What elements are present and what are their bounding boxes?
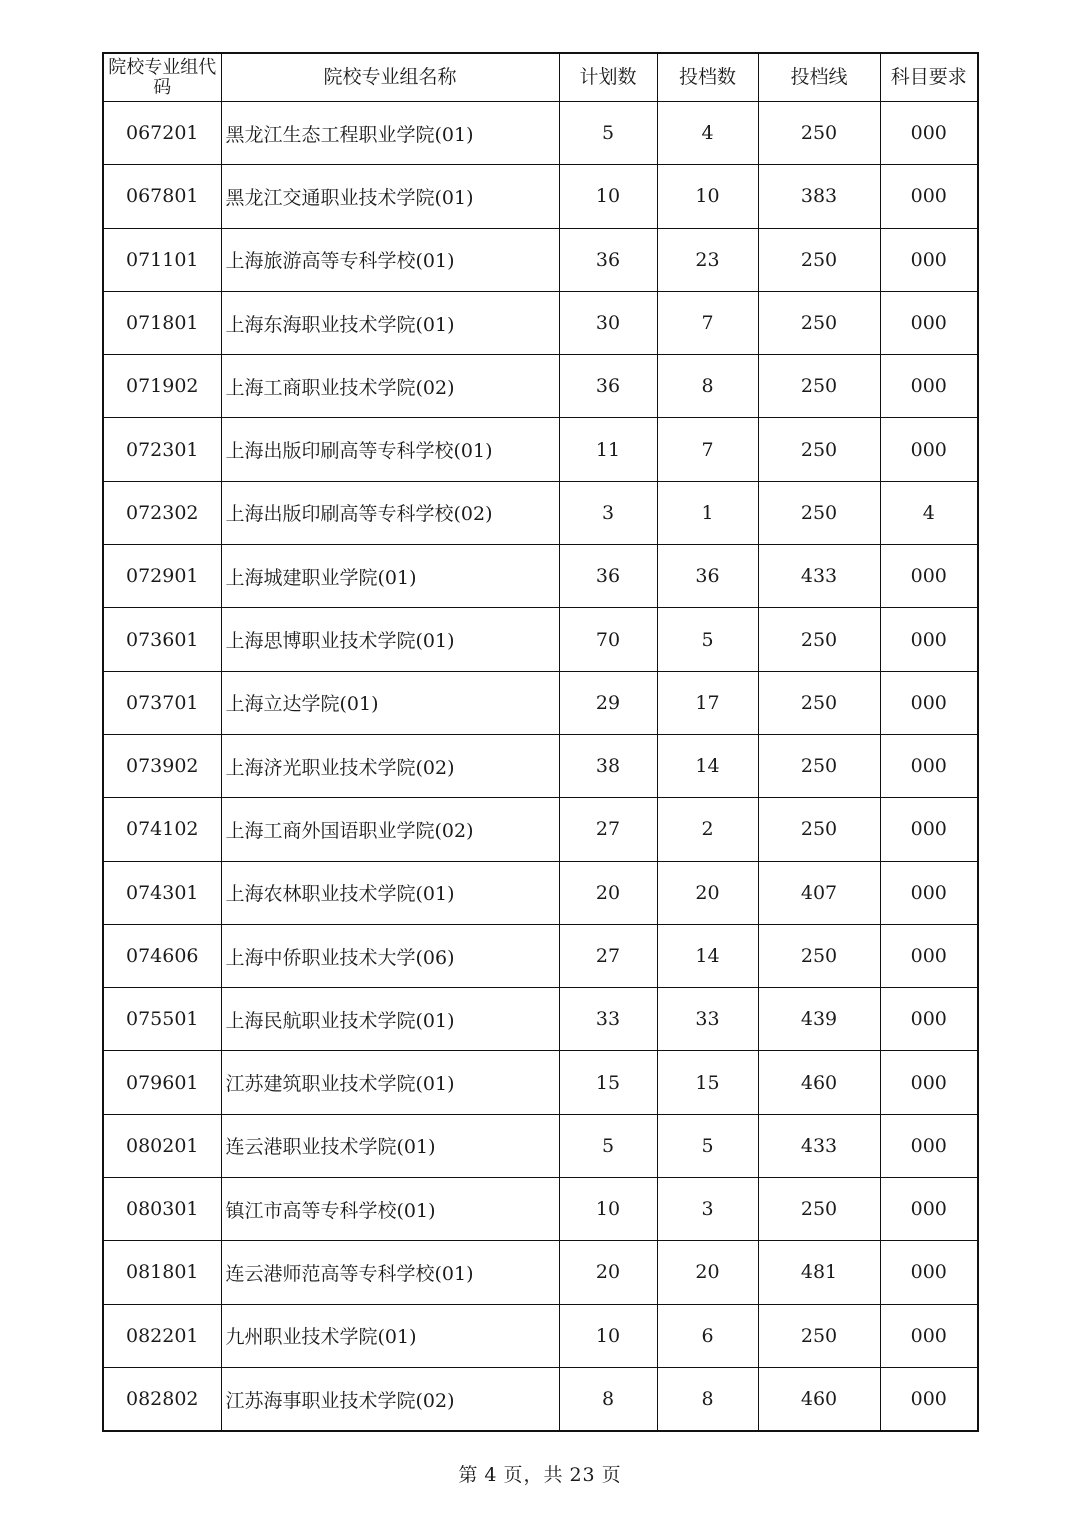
cell-name: 黑龙江交通职业技术学院(01) <box>221 165 559 228</box>
cell-code: 082201 <box>103 1304 221 1367</box>
cell-plan: 15 <box>559 1051 657 1114</box>
cell-line: 250 <box>758 481 880 544</box>
cell-admitted: 20 <box>657 1241 758 1304</box>
cell-subject: 000 <box>880 924 978 987</box>
cell-plan: 70 <box>559 608 657 671</box>
cell-admitted: 7 <box>657 418 758 481</box>
footer-page-word: 页，共 <box>503 1464 564 1486</box>
cell-admitted: 23 <box>657 228 758 291</box>
cell-name: 上海中侨职业技术大学(06) <box>221 924 559 987</box>
cell-plan: 10 <box>559 1178 657 1241</box>
cell-subject: 000 <box>880 418 978 481</box>
cell-admitted: 3 <box>657 1178 758 1241</box>
cell-line: 250 <box>758 1304 880 1367</box>
cell-admitted: 17 <box>657 671 758 734</box>
cell-name: 江苏海事职业技术学院(02) <box>221 1367 559 1431</box>
footer-total-pages: 23 <box>569 1464 596 1486</box>
cell-plan: 3 <box>559 481 657 544</box>
cell-admitted: 7 <box>657 291 758 354</box>
cell-plan: 5 <box>559 1114 657 1177</box>
cell-plan: 38 <box>559 734 657 797</box>
admission-table <box>102 52 979 1432</box>
cell-name: 上海出版印刷高等专科学校(01) <box>221 418 559 481</box>
cell-code: 067201 <box>103 102 221 165</box>
table-row <box>103 1241 978 1304</box>
cell-code: 080201 <box>103 1114 221 1177</box>
table-body <box>103 102 978 1432</box>
cell-plan: 8 <box>559 1367 657 1431</box>
cell-name: 九州职业技术学院(01) <box>221 1304 559 1367</box>
cell-plan: 20 <box>559 1241 657 1304</box>
cell-plan: 27 <box>559 798 657 861</box>
cell-admitted: 33 <box>657 988 758 1051</box>
cell-line: 250 <box>758 228 880 291</box>
cell-subject: 000 <box>880 102 978 165</box>
table-row <box>103 228 978 291</box>
cell-subject: 000 <box>880 291 978 354</box>
cell-line: 439 <box>758 988 880 1051</box>
cell-subject: 000 <box>880 671 978 734</box>
table-row <box>103 481 978 544</box>
table-row <box>103 1114 978 1177</box>
cell-line: 250 <box>758 608 880 671</box>
cell-line: 250 <box>758 291 880 354</box>
table-row <box>103 355 978 418</box>
cell-admitted: 36 <box>657 545 758 608</box>
table-row <box>103 1304 978 1367</box>
footer-prefix: 第 <box>458 1464 479 1486</box>
cell-plan: 29 <box>559 671 657 734</box>
cell-name: 上海旅游高等专科学校(01) <box>221 228 559 291</box>
cell-line: 433 <box>758 545 880 608</box>
cell-code: 072302 <box>103 481 221 544</box>
cell-code: 079601 <box>103 1051 221 1114</box>
cell-code: 072301 <box>103 418 221 481</box>
cell-code: 071801 <box>103 291 221 354</box>
table-row <box>103 608 978 671</box>
cell-plan: 36 <box>559 355 657 418</box>
cell-line: 250 <box>758 671 880 734</box>
cell-code: 073701 <box>103 671 221 734</box>
cell-name: 上海农林职业技术学院(01) <box>221 861 559 924</box>
cell-name: 江苏建筑职业技术学院(01) <box>221 1051 559 1114</box>
cell-plan: 10 <box>559 1304 657 1367</box>
cell-code: 074102 <box>103 798 221 861</box>
cell-admitted: 10 <box>657 165 758 228</box>
cell-subject: 000 <box>880 861 978 924</box>
table-row <box>103 102 978 165</box>
page-footer <box>0 1460 1080 1487</box>
cell-plan: 10 <box>559 165 657 228</box>
table-row <box>103 1367 978 1431</box>
cell-line: 250 <box>758 355 880 418</box>
cell-name: 上海东海职业技术学院(01) <box>221 291 559 354</box>
cell-code: 073601 <box>103 608 221 671</box>
header-name: 院校专业组名称 <box>221 53 559 102</box>
footer-suffix: 页 <box>601 1464 622 1486</box>
header-admitted: 投档数 <box>657 53 758 102</box>
cell-code: 073902 <box>103 734 221 797</box>
cell-code: 080301 <box>103 1178 221 1241</box>
table-row <box>103 734 978 797</box>
cell-name: 上海民航职业技术学院(01) <box>221 988 559 1051</box>
header-row <box>103 53 978 102</box>
cell-admitted: 20 <box>657 861 758 924</box>
cell-name: 上海出版印刷高等专科学校(02) <box>221 481 559 544</box>
header-code: 院校专业组代码 <box>103 53 221 102</box>
header-subject: 科目要求 <box>880 53 978 102</box>
table-row <box>103 291 978 354</box>
cell-subject: 000 <box>880 165 978 228</box>
cell-subject: 000 <box>880 1051 978 1114</box>
cell-subject: 000 <box>880 545 978 608</box>
cell-line: 250 <box>758 102 880 165</box>
cell-code: 071902 <box>103 355 221 418</box>
cell-line: 250 <box>758 1178 880 1241</box>
cell-code: 072901 <box>103 545 221 608</box>
cell-admitted: 8 <box>657 355 758 418</box>
cell-admitted: 1 <box>657 481 758 544</box>
cell-code: 071101 <box>103 228 221 291</box>
header-line: 投档线 <box>758 53 880 102</box>
cell-name: 连云港师范高等专科学校(01) <box>221 1241 559 1304</box>
table-row <box>103 545 978 608</box>
table-row <box>103 988 978 1051</box>
cell-plan: 36 <box>559 545 657 608</box>
cell-plan: 30 <box>559 291 657 354</box>
cell-subject: 000 <box>880 1367 978 1431</box>
cell-subject: 000 <box>880 1178 978 1241</box>
cell-subject: 000 <box>880 734 978 797</box>
cell-admitted: 5 <box>657 1114 758 1177</box>
cell-subject: 000 <box>880 228 978 291</box>
cell-plan: 33 <box>559 988 657 1051</box>
table-row <box>103 418 978 481</box>
cell-code: 074606 <box>103 924 221 987</box>
cell-code: 067801 <box>103 165 221 228</box>
cell-line: 250 <box>758 418 880 481</box>
cell-name: 连云港职业技术学院(01) <box>221 1114 559 1177</box>
cell-line: 250 <box>758 798 880 861</box>
cell-subject: 000 <box>880 1304 978 1367</box>
cell-plan: 5 <box>559 102 657 165</box>
cell-line: 481 <box>758 1241 880 1304</box>
cell-name: 上海工商外国语职业学院(02) <box>221 798 559 861</box>
table-row <box>103 861 978 924</box>
cell-line: 250 <box>758 924 880 987</box>
cell-code: 074301 <box>103 861 221 924</box>
cell-admitted: 14 <box>657 924 758 987</box>
cell-name: 上海思博职业技术学院(01) <box>221 608 559 671</box>
cell-code: 082802 <box>103 1367 221 1431</box>
cell-subject: 000 <box>880 988 978 1051</box>
cell-admitted: 8 <box>657 1367 758 1431</box>
cell-subject: 000 <box>880 355 978 418</box>
table-row <box>103 924 978 987</box>
cell-line: 250 <box>758 734 880 797</box>
cell-subject: 4 <box>880 481 978 544</box>
cell-name: 镇江市高等专科学校(01) <box>221 1178 559 1241</box>
cell-subject: 000 <box>880 798 978 861</box>
cell-admitted: 14 <box>657 734 758 797</box>
cell-plan: 20 <box>559 861 657 924</box>
cell-plan: 11 <box>559 418 657 481</box>
cell-admitted: 6 <box>657 1304 758 1367</box>
cell-line: 383 <box>758 165 880 228</box>
cell-admitted: 4 <box>657 102 758 165</box>
cell-name: 上海城建职业学院(01) <box>221 545 559 608</box>
cell-name: 上海济光职业技术学院(02) <box>221 734 559 797</box>
table-row <box>103 798 978 861</box>
cell-admitted: 15 <box>657 1051 758 1114</box>
cell-line: 460 <box>758 1367 880 1431</box>
cell-plan: 27 <box>559 924 657 987</box>
cell-plan: 36 <box>559 228 657 291</box>
header-plan: 计划数 <box>559 53 657 102</box>
footer-current-page: 4 <box>484 1464 498 1486</box>
cell-name: 上海立达学院(01) <box>221 671 559 734</box>
cell-subject: 000 <box>880 1114 978 1177</box>
cell-line: 407 <box>758 861 880 924</box>
table-row <box>103 671 978 734</box>
cell-line: 460 <box>758 1051 880 1114</box>
cell-subject: 000 <box>880 1241 978 1304</box>
cell-code: 081801 <box>103 1241 221 1304</box>
table-row <box>103 1051 978 1114</box>
cell-admitted: 5 <box>657 608 758 671</box>
cell-admitted: 2 <box>657 798 758 861</box>
table-row <box>103 1178 978 1241</box>
cell-subject: 000 <box>880 608 978 671</box>
cell-name: 黑龙江生态工程职业学院(01) <box>221 102 559 165</box>
cell-code: 075501 <box>103 988 221 1051</box>
cell-line: 433 <box>758 1114 880 1177</box>
cell-name: 上海工商职业技术学院(02) <box>221 355 559 418</box>
table-row <box>103 165 978 228</box>
